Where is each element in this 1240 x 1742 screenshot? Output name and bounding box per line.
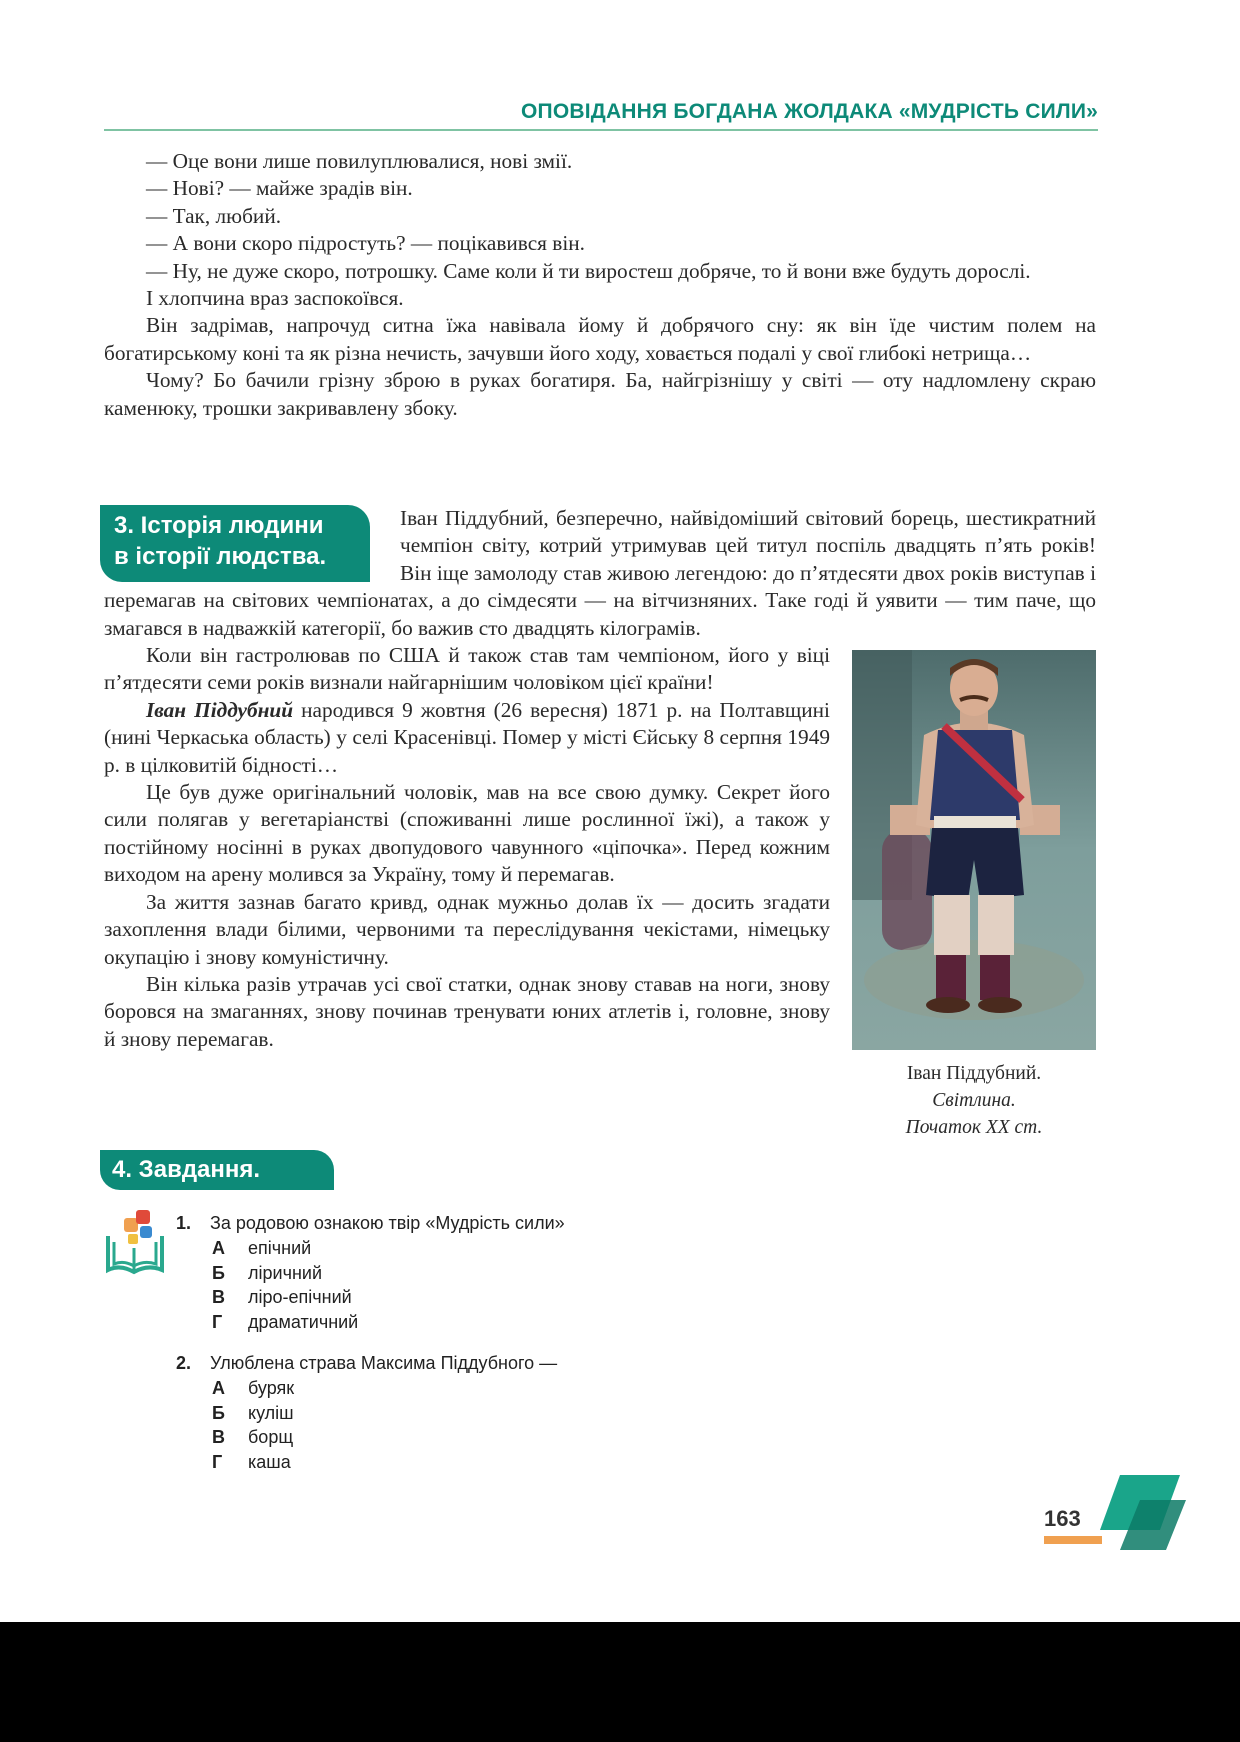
answer-option[interactable]: Б куліш — [212, 1402, 294, 1423]
poddubny-photo — [852, 650, 1096, 1050]
portrait-figure — [852, 650, 1096, 1141]
bio-paragraph: Він кілька разів утрачав усі свої статки, однак знову ставав на ноги, знову боровся на змаганнях, знову починав тренувати юних атлетів і, головне, знову й знову перемагав. — [104, 971, 830, 1051]
photo-caption: Іван Піддубний. Світлина. Початок XX ст. — [905, 1063, 1043, 1139]
header-rule — [104, 129, 1098, 131]
story-text — [104, 148, 1096, 422]
question-2: 2. Улюблена страва Максима Піддубного — А буряк Б куліш В борщ Г каша — [176, 1350, 876, 1474]
question-text: За родовою ознакою твір «Мудрість сили» — [210, 1213, 565, 1233]
answer-option[interactable]: А епічний — [212, 1238, 312, 1258]
story-paragraph: І хлопчина враз заспокоївся. — [146, 286, 404, 311]
answer-option[interactable]: Г каша — [212, 1451, 291, 1472]
page-number: 163 — [1044, 1506, 1081, 1531]
dialogue-line: — Ну, не дуже скоро, потрошку. Саме коли й ти виростеш добряче, то й вони вже будуть дорослі. — [146, 258, 1031, 283]
dialogue-line: — Так, любий. — [146, 203, 282, 228]
person-name: Іван Піддубний — [146, 697, 294, 722]
bio-paragraph: Іван Піддубний народився 9 жовтня (26 вересня) 1871 р. на Полтавщині (нині Черкаська область) у селі Красенівці. Помер у місті Єйську 8 серпня 1949 р. в цілковитій бідності… — [104, 697, 830, 777]
section-3-heading: 3. Історія людини в історії людства. — [100, 505, 370, 582]
running-title: ОПОВІДАННЯ БОГДАНА ЖОЛДАКА «МУДРІСТЬ СИЛИ» — [521, 100, 1098, 123]
question-text: Улюблена страва Максима Піддубного — — [210, 1353, 558, 1373]
answer-option[interactable]: В борщ — [212, 1427, 294, 1447]
bio-paragraph: Це був дуже оригінальний чоловік, мав на все свою думку. Секрет його сили полягав у вегетаріанстві (споживанні лише рослинної їжі), а також у постійному носінні в руках двопудового чавунного «ціпочка». Перед кожним виходом на арену молився за Україну, тому й перемагав. — [104, 780, 830, 887]
answer-option[interactable]: В ліро-епічний — [212, 1287, 352, 1307]
dialogue-line: — А вони скоро підростуть? — поцікавився він. — [146, 231, 585, 256]
answer-option[interactable]: Г драматичний — [212, 1311, 359, 1332]
answer-option[interactable]: А буряк — [212, 1378, 295, 1398]
section-4-heading: 4. Завдання. — [100, 1150, 334, 1190]
dialogue-line: — Нові? — майже зрадів він. — [146, 176, 413, 201]
task-book-icon — [104, 1208, 166, 1278]
dialogue-line: — Оце вони лише повилуплювалися, нові змії. — [146, 149, 573, 173]
section-3 — [104, 505, 1096, 1145]
bio-paragraph: За життя зазнав багато кривд, однак мужньо долав їх — досить згадати захоплення влади білими, червоними та переслідування чекістами, німецьку окупацію і знову комуністичну. — [104, 889, 830, 969]
answer-option[interactable]: Б ліричний — [212, 1262, 322, 1283]
story-paragraph: Він задрімав, напрочуд ситна їжа навівала йому й добрячого сну: як він їде чистим полем на богатирському коні та як різна нечисть, зачувши його ходу, ховається подалі у свої глибокі нетрища… — [104, 313, 1096, 365]
bio-paragraph: Коли він гастролював по США й також став там чемпіоном, його у віці п’ятдесяти семи років визнали найгарнішим чоловіком цієї країни! — [104, 643, 830, 695]
question-1: 1. За родовою ознакою твір «Мудрість сили» А епічний Б ліричний В ліро-епічний Г драматичний — [176, 1210, 876, 1334]
story-paragraph: Чому? Бо бачили грізну зброю в руках богатиря. Ба, найгрізнішу у світі — оту надломлену скраю каменюку, трошки закривавлену збоку. — [104, 368, 1096, 420]
task-list — [176, 1210, 876, 1490]
bio-paragraph: Іван Піддубний, безперечно, найвідоміший світовий борець, шестикратний чемпіон світу, котрий утримував цей титул поспіль двадцять п’ять років! Він іще замолоду став живою легендою: до п’ятдесяти двох років виступав і перемагав на світових чемпіонатах, а до сімдесяти — на вітчизняних. Таке годі й уявити — тим паче, що змагався в надважкій категорії, бо важив сто двадцять кілограмів. — [104, 506, 1096, 640]
